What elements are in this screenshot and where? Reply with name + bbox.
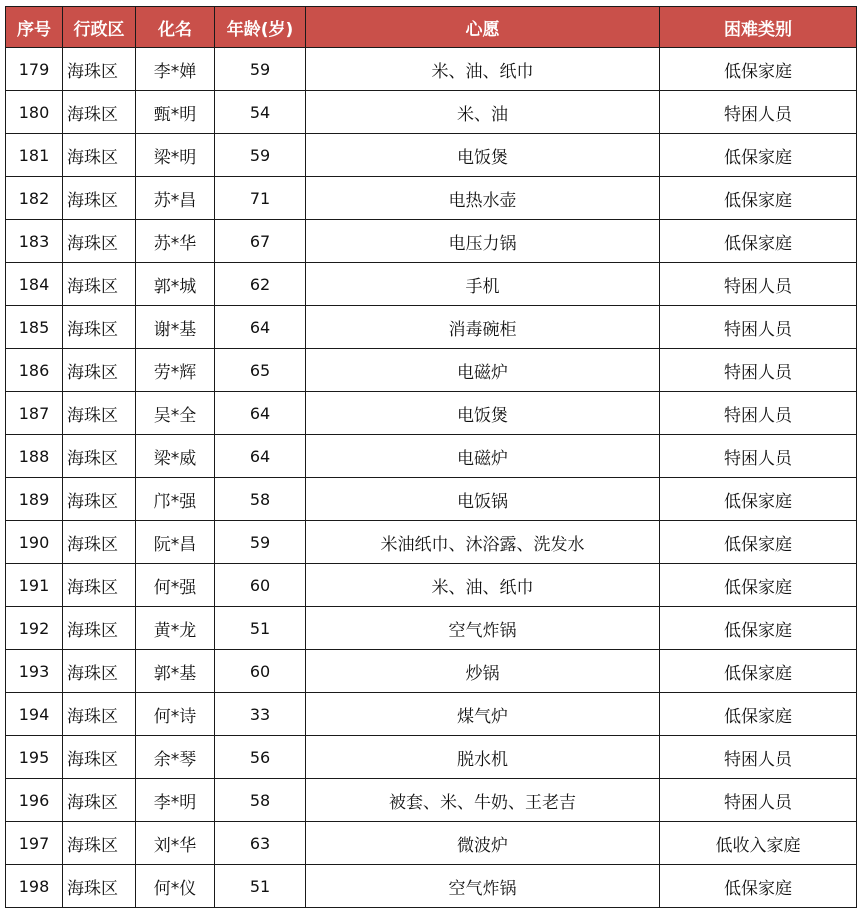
cell-age: 60 (215, 564, 306, 607)
cell-alias: 李*婵 (136, 48, 215, 91)
cell-district: 海珠区 (63, 822, 136, 865)
cell-index: 179 (6, 48, 63, 91)
cell-wish: 电热水壶 (306, 177, 660, 220)
cell-category: 低保家庭 (660, 521, 857, 564)
cell-category: 低保家庭 (660, 607, 857, 650)
cell-age: 58 (215, 478, 306, 521)
cell-index: 193 (6, 650, 63, 693)
cell-district: 海珠区 (63, 521, 136, 564)
cell-district: 海珠区 (63, 263, 136, 306)
cell-wish: 电磁炉 (306, 349, 660, 392)
cell-index: 189 (6, 478, 63, 521)
cell-alias: 郭*基 (136, 650, 215, 693)
cell-alias: 劳*辉 (136, 349, 215, 392)
cell-district: 海珠区 (63, 693, 136, 736)
cell-category: 低保家庭 (660, 865, 857, 908)
cell-wish: 空气炸锅 (306, 865, 660, 908)
cell-wish: 炒锅 (306, 650, 660, 693)
cell-district: 海珠区 (63, 435, 136, 478)
table-row (6, 177, 857, 220)
header-row (6, 7, 857, 48)
cell-district: 海珠区 (63, 134, 136, 177)
cell-index: 180 (6, 91, 63, 134)
table-row (6, 822, 857, 865)
cell-district: 海珠区 (63, 220, 136, 263)
cell-age: 59 (215, 48, 306, 91)
cell-index: 192 (6, 607, 63, 650)
cell-alias: 甄*明 (136, 91, 215, 134)
cell-district: 海珠区 (63, 91, 136, 134)
cell-category: 特困人员 (660, 91, 857, 134)
cell-alias: 阮*昌 (136, 521, 215, 564)
cell-index: 198 (6, 865, 63, 908)
cell-alias: 谢*基 (136, 306, 215, 349)
cell-district: 海珠区 (63, 779, 136, 822)
cell-category: 低保家庭 (660, 564, 857, 607)
cell-index: 197 (6, 822, 63, 865)
cell-index: 184 (6, 263, 63, 306)
cell-district: 海珠区 (63, 306, 136, 349)
cell-category: 低保家庭 (660, 478, 857, 521)
cell-category: 特困人员 (660, 306, 857, 349)
table-row (6, 564, 857, 607)
cell-wish: 米、油、纸巾 (306, 564, 660, 607)
cell-alias: 刘*华 (136, 822, 215, 865)
cell-wish: 煤气炉 (306, 693, 660, 736)
table-row (6, 263, 857, 306)
cell-wish: 电饭煲 (306, 134, 660, 177)
cell-age: 62 (215, 263, 306, 306)
cell-alias: 李*明 (136, 779, 215, 822)
table-row (6, 134, 857, 177)
cell-alias: 余*琴 (136, 736, 215, 779)
cell-wish: 电压力锅 (306, 220, 660, 263)
cell-age: 63 (215, 822, 306, 865)
header-alias: 化名 (136, 7, 215, 48)
cell-alias: 吴*全 (136, 392, 215, 435)
cell-wish: 电磁炉 (306, 435, 660, 478)
cell-age: 51 (215, 865, 306, 908)
cell-category: 低保家庭 (660, 48, 857, 91)
cell-alias: 邝*强 (136, 478, 215, 521)
cell-wish: 米、油 (306, 91, 660, 134)
cell-category: 特困人员 (660, 736, 857, 779)
cell-category: 低保家庭 (660, 693, 857, 736)
cell-alias: 黄*龙 (136, 607, 215, 650)
cell-district: 海珠区 (63, 478, 136, 521)
cell-age: 33 (215, 693, 306, 736)
cell-alias: 何*强 (136, 564, 215, 607)
table-row (6, 48, 857, 91)
cell-wish: 手机 (306, 263, 660, 306)
table-row (6, 736, 857, 779)
cell-category: 低保家庭 (660, 134, 857, 177)
cell-age: 59 (215, 134, 306, 177)
cell-category: 特困人员 (660, 392, 857, 435)
cell-district: 海珠区 (63, 392, 136, 435)
cell-district: 海珠区 (63, 564, 136, 607)
cell-alias: 梁*威 (136, 435, 215, 478)
cell-wish: 电饭煲 (306, 392, 660, 435)
cell-alias: 何*诗 (136, 693, 215, 736)
header-index: 序号 (6, 7, 63, 48)
header-wish: 心愿 (306, 7, 660, 48)
cell-category: 特困人员 (660, 779, 857, 822)
cell-district: 海珠区 (63, 349, 136, 392)
cell-index: 188 (6, 435, 63, 478)
cell-index: 181 (6, 134, 63, 177)
table-row (6, 91, 857, 134)
cell-age: 56 (215, 736, 306, 779)
table-header (6, 7, 857, 48)
cell-wish: 消毒碗柜 (306, 306, 660, 349)
cell-wish: 被套、米、牛奶、王老吉 (306, 779, 660, 822)
table-row (6, 435, 857, 478)
cell-index: 183 (6, 220, 63, 263)
cell-index: 196 (6, 779, 63, 822)
cell-age: 58 (215, 779, 306, 822)
cell-district: 海珠区 (63, 607, 136, 650)
cell-alias: 苏*华 (136, 220, 215, 263)
table-row (6, 349, 857, 392)
cell-age: 51 (215, 607, 306, 650)
wish-table (5, 6, 857, 908)
table-row (6, 865, 857, 908)
cell-wish: 米、油、纸巾 (306, 48, 660, 91)
cell-category: 低保家庭 (660, 650, 857, 693)
table-body (6, 48, 857, 908)
cell-index: 194 (6, 693, 63, 736)
cell-alias: 何*仪 (136, 865, 215, 908)
cell-index: 182 (6, 177, 63, 220)
cell-category: 低保家庭 (660, 177, 857, 220)
cell-district: 海珠区 (63, 177, 136, 220)
table-row (6, 392, 857, 435)
cell-index: 187 (6, 392, 63, 435)
cell-wish: 微波炉 (306, 822, 660, 865)
table-row (6, 607, 857, 650)
cell-age: 54 (215, 91, 306, 134)
cell-age: 59 (215, 521, 306, 564)
cell-age: 67 (215, 220, 306, 263)
cell-alias: 梁*明 (136, 134, 215, 177)
cell-wish: 米油纸巾、沐浴露、洗发水 (306, 521, 660, 564)
cell-category: 低保家庭 (660, 220, 857, 263)
cell-age: 71 (215, 177, 306, 220)
cell-index: 190 (6, 521, 63, 564)
cell-category: 低收入家庭 (660, 822, 857, 865)
cell-wish: 脱水机 (306, 736, 660, 779)
cell-age: 64 (215, 306, 306, 349)
table-row (6, 220, 857, 263)
table-row (6, 650, 857, 693)
cell-index: 185 (6, 306, 63, 349)
cell-alias: 郭*城 (136, 263, 215, 306)
cell-index: 186 (6, 349, 63, 392)
cell-age: 64 (215, 392, 306, 435)
cell-district: 海珠区 (63, 650, 136, 693)
cell-wish: 空气炸锅 (306, 607, 660, 650)
table-row (6, 693, 857, 736)
cell-district: 海珠区 (63, 865, 136, 908)
cell-age: 65 (215, 349, 306, 392)
table-row (6, 306, 857, 349)
header-age: 年龄(岁) (215, 7, 306, 48)
cell-index: 191 (6, 564, 63, 607)
header-category: 困难类别 (660, 7, 857, 48)
cell-wish: 电饭锅 (306, 478, 660, 521)
table-row (6, 779, 857, 822)
cell-age: 64 (215, 435, 306, 478)
header-district: 行政区 (63, 7, 136, 48)
cell-index: 195 (6, 736, 63, 779)
cell-district: 海珠区 (63, 48, 136, 91)
table-row (6, 521, 857, 564)
cell-category: 特困人员 (660, 263, 857, 306)
cell-category: 特困人员 (660, 349, 857, 392)
cell-category: 特困人员 (660, 435, 857, 478)
table-row (6, 478, 857, 521)
cell-alias: 苏*昌 (136, 177, 215, 220)
cell-age: 60 (215, 650, 306, 693)
cell-district: 海珠区 (63, 736, 136, 779)
